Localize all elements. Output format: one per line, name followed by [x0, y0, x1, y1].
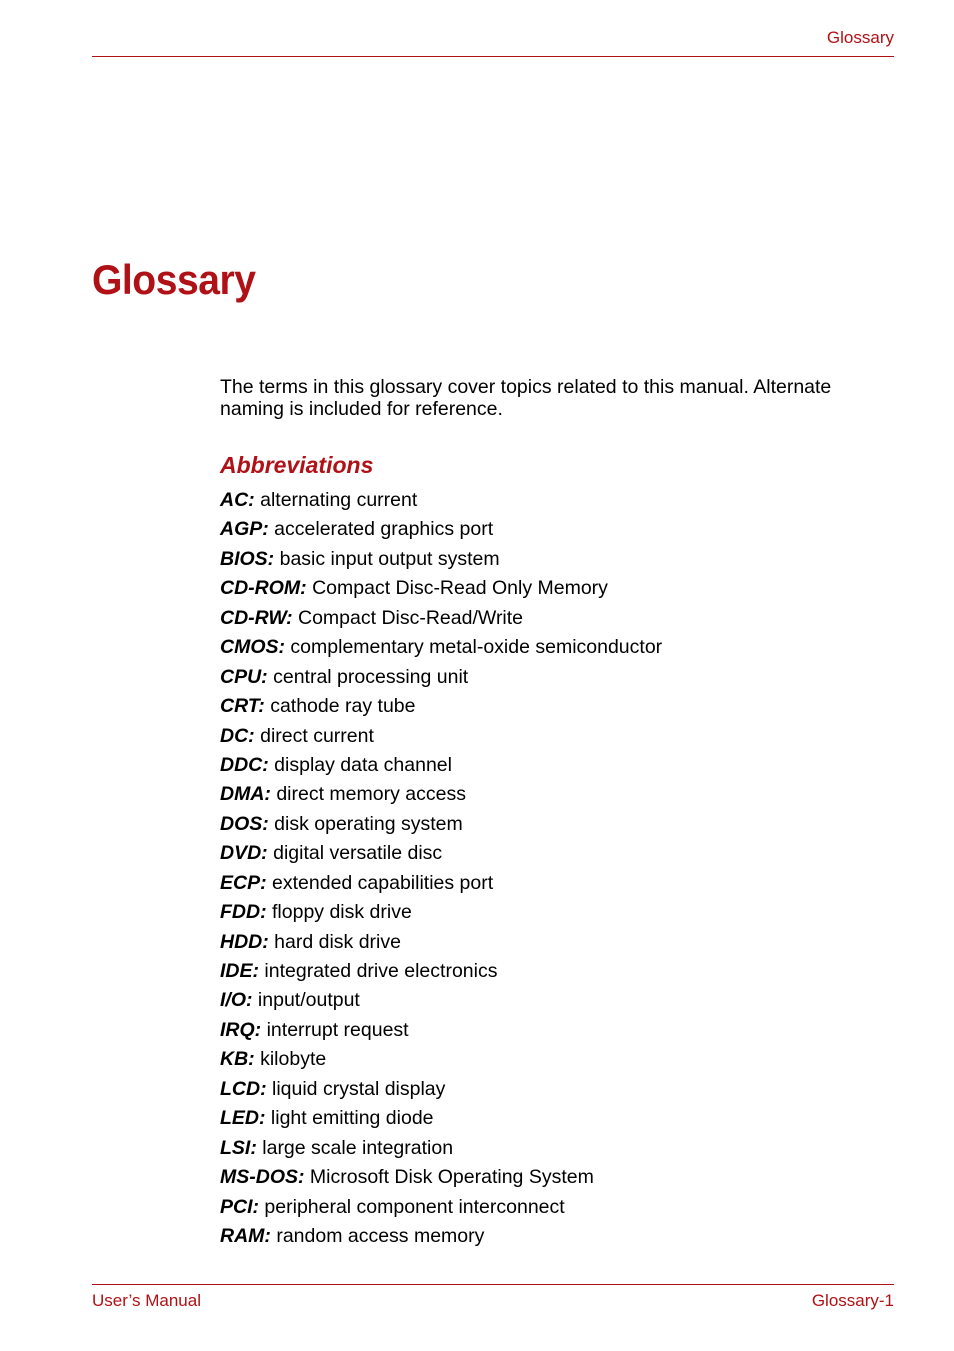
abbreviation-definition: cathode ray tube: [270, 695, 416, 718]
abbreviation-term: KB:: [220, 1048, 255, 1071]
abbreviation-term: DC:: [220, 724, 255, 747]
list-item: [220, 1134, 662, 1163]
abbreviation-definition: direct memory access: [276, 783, 466, 806]
abbreviation-definition: Compact Disc-Read/Write: [298, 606, 524, 629]
abbreviation-term: LED:: [220, 1107, 266, 1130]
running-header: Glossary: [826, 28, 894, 47]
list-item: [220, 986, 662, 1015]
list-item: [220, 1222, 662, 1251]
list-item: [220, 692, 662, 721]
list-item: [220, 663, 662, 692]
list-item: [220, 545, 662, 574]
abbreviation-term: CD-RW:: [220, 606, 293, 629]
abbreviation-term: I/O:: [220, 989, 253, 1012]
list-item: [220, 751, 662, 780]
list-item: [220, 722, 662, 751]
abbreviation-definition: peripheral component interconnect: [264, 1195, 565, 1218]
abbreviation-term: IRQ:: [220, 1018, 262, 1041]
list-item: [220, 515, 662, 544]
abbreviation-definition: light emitting diode: [270, 1107, 434, 1130]
abbreviation-term: AC:: [220, 489, 255, 511]
abbreviation-definition: digital versatile disc: [273, 842, 443, 865]
abbreviation-term: FDD:: [220, 901, 267, 924]
intro-paragraph: The terms in this glossary cover topics related to this manual. Alternate naming is included for reference.: [220, 376, 832, 420]
abbreviation-term: LCD:: [220, 1077, 267, 1100]
footer-rule: [92, 1284, 894, 1285]
abbreviation-term: BIOS:: [220, 547, 275, 570]
list-item: [220, 1075, 662, 1104]
abbreviation-definition: disk operating system: [274, 812, 463, 835]
list-item: [220, 1163, 662, 1192]
abbreviation-definition: accelerated graphics port: [274, 518, 494, 541]
abbreviation-definition: Compact Disc-Read Only Memory: [312, 577, 608, 600]
section-heading-abbreviations: Abbreviations: [220, 452, 374, 478]
list-item: [220, 898, 662, 927]
list-item: [220, 1016, 662, 1045]
abbreviation-definition: complementary metal-oxide semiconductor: [290, 636, 663, 659]
abbreviation-term: CPU:: [220, 665, 268, 688]
page-title: Glossary: [92, 256, 256, 303]
abbreviation-definition: hard disk drive: [274, 930, 401, 953]
list-item: [220, 1104, 662, 1133]
abbreviation-definition: central processing unit: [273, 665, 469, 688]
abbreviation-definition: large scale integration: [262, 1136, 454, 1159]
abbreviation-list: [220, 486, 662, 1251]
list-item: [220, 928, 662, 957]
abbreviation-term: MS-DOS:: [220, 1166, 305, 1189]
footer-page-number: Glossary-1: [811, 1291, 894, 1310]
abbreviation-term: DOS:: [220, 812, 269, 835]
abbreviation-definition: display data channel: [274, 753, 452, 776]
abbreviation-definition: Microsoft Disk Operating System: [309, 1166, 594, 1189]
abbreviation-definition: basic input output system: [279, 547, 500, 570]
list-item: [220, 957, 662, 986]
list-item: [220, 604, 662, 633]
abbreviation-definition: alternating current: [260, 489, 418, 511]
list-item: [220, 574, 662, 603]
abbreviation-term: DVD:: [220, 842, 268, 865]
abbreviation-definition: floppy disk drive: [272, 901, 412, 924]
list-item: [220, 633, 662, 662]
list-item: [220, 810, 662, 839]
abbreviation-term: CMOS:: [220, 636, 285, 659]
abbreviation-term: CRT:: [220, 695, 265, 718]
abbreviation-term: AGP:: [220, 518, 269, 541]
abbreviation-term: LSI:: [220, 1136, 257, 1159]
header-rule: [92, 56, 894, 57]
abbreviation-definition: direct current: [260, 724, 374, 747]
abbreviation-term: DMA:: [220, 783, 271, 806]
abbreviation-term: DDC:: [220, 753, 269, 776]
abbreviation-definition: kilobyte: [260, 1048, 327, 1071]
footer-manual-title: User’s Manual: [92, 1291, 201, 1310]
abbreviation-definition: extended capabilities port: [272, 871, 494, 894]
list-item: [220, 839, 662, 868]
abbreviation-term: CD-ROM:: [220, 577, 307, 600]
abbreviation-definition: random access memory: [276, 1224, 485, 1247]
list-item: [220, 869, 662, 898]
list-item: [220, 1045, 662, 1074]
list-item: [220, 780, 662, 809]
abbreviation-term: HDD:: [220, 930, 269, 953]
list-item: [220, 1193, 662, 1222]
abbreviation-term: RAM:: [220, 1224, 271, 1247]
abbreviation-definition: integrated drive electronics: [264, 960, 498, 982]
abbreviation-definition: interrupt request: [266, 1018, 409, 1041]
list-item: [220, 486, 662, 515]
abbreviation-term: PCI:: [220, 1195, 259, 1218]
abbreviation-definition: input/output: [257, 989, 360, 1012]
abbreviation-term: IDE:: [220, 960, 259, 982]
abbreviation-definition: liquid crystal display: [272, 1077, 446, 1100]
abbreviation-term: ECP:: [220, 871, 267, 894]
